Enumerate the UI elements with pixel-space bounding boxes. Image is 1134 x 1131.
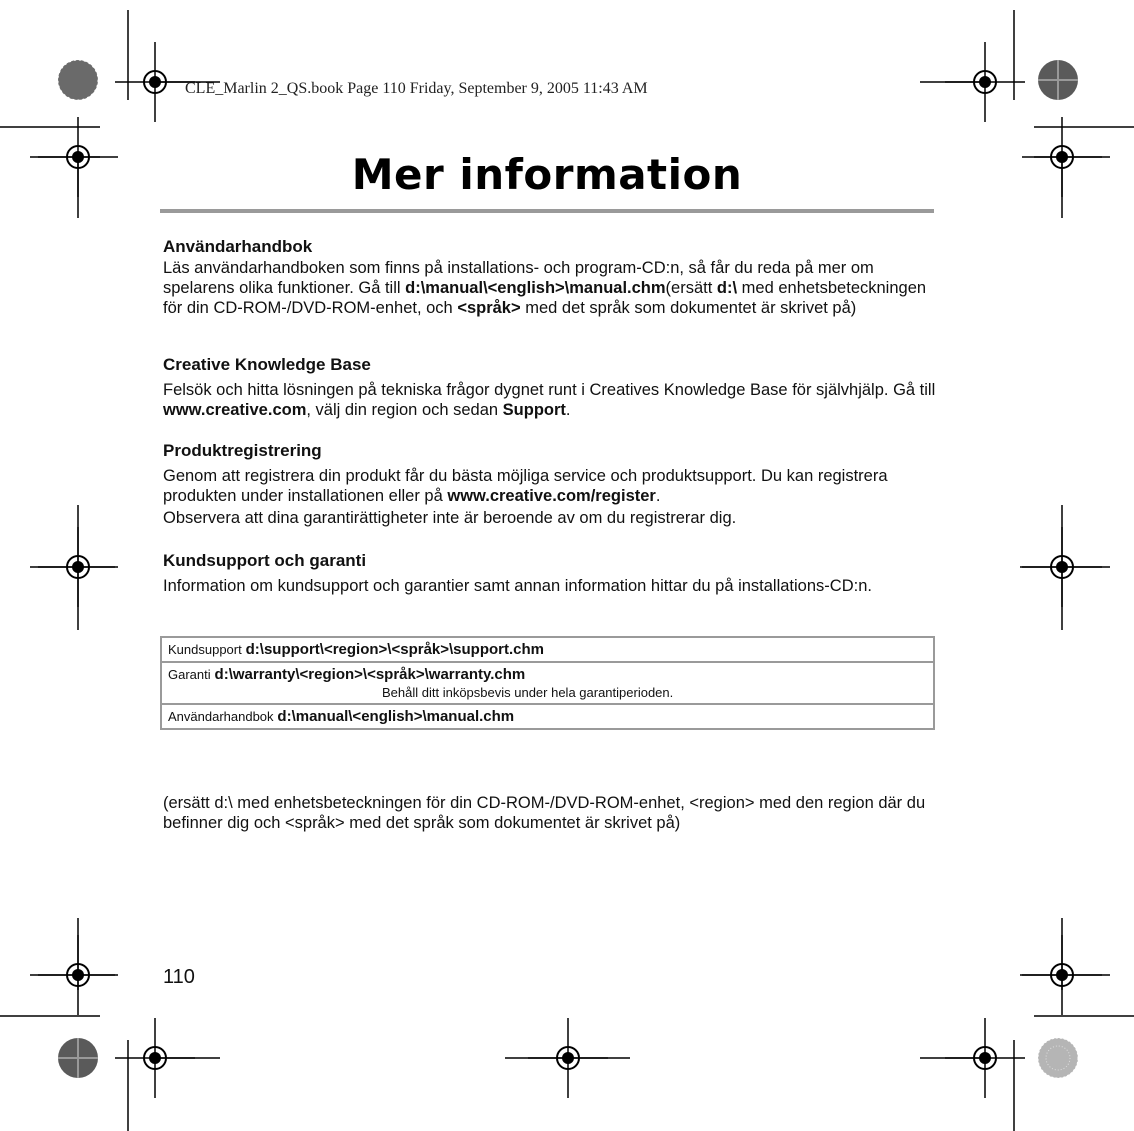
table-cell <box>161 704 934 729</box>
manual-path: d:\manual\<english>\manual.chm <box>405 279 666 297</box>
body-text: , välj din region och sedan <box>306 401 503 419</box>
row-path: d:\manual\<english>\manual.chm <box>277 708 515 725</box>
section-support <box>163 550 938 596</box>
footnote: (ersätt d:\ med enhetsbeteckningen för din CD-ROM-/DVD-ROM-enhet, <region> med den region där du befinner dig och <språk> med det språk som dokumentet är skrivet på) <box>163 794 926 832</box>
page-number: 110 <box>163 966 195 988</box>
section-body: Information om kundsupport och garantier samt annan information hittar du på installations-CD:n. <box>163 577 872 595</box>
row-note: Behåll ditt inköpsbevis under hela garantiperioden. <box>382 685 674 700</box>
body-text: Felsök och hitta lösningen på tekniska frågor dygnet runt i Creatives Knowledge Base för självhjälp. Gå till <box>163 381 936 399</box>
body-text: med enhetsbeteckningen för din CD-ROM-/DVD-ROM-enhet, och <box>163 279 927 317</box>
table-row <box>161 637 934 662</box>
body-text: (ersätt <box>665 279 717 297</box>
row-path: d:\support\<region>\<språk>\support.chm <box>245 641 545 658</box>
title-rule <box>160 209 934 213</box>
table-cell <box>161 637 934 662</box>
section-body: Observera att dina garantirättigheter inte är beroende av om du registrerar dig. <box>163 509 737 527</box>
row-label: Garanti <box>168 667 211 682</box>
section-heading: Creative Knowledge Base <box>163 355 371 374</box>
row-label: Användarhandbok <box>168 709 274 724</box>
reference-table <box>160 636 935 730</box>
body-text: . <box>655 487 661 505</box>
color-dial-icon <box>1038 60 1078 100</box>
body-text: Läs användarhandboken som finns på installations- och program-CD:n, så får du reda på mer om spelarens olika funktioner. Gå till <box>163 259 874 297</box>
page-title: Mer information <box>351 150 743 199</box>
section-body <box>163 466 938 506</box>
color-dial-icon <box>58 1038 98 1078</box>
register-link: www.creative.com/register <box>447 487 656 505</box>
section-body <box>163 258 938 318</box>
row-path: d:\warranty\<region>\<språk>\warranty.chm <box>214 666 526 683</box>
section-knowledge-base <box>163 354 938 420</box>
section-heading: Kundsupport och garanti <box>163 551 367 570</box>
language-placeholder: <språk> <box>457 299 521 317</box>
body-text: med det språk som dokumentet är skrivet på) <box>520 299 857 317</box>
color-dial-icon <box>58 60 98 100</box>
section-body <box>163 380 938 420</box>
drive-letter: d:\ <box>716 279 738 297</box>
table-row <box>161 662 934 704</box>
section-registration <box>163 440 938 528</box>
creative-link: www.creative.com <box>163 401 307 419</box>
section-heading: Produktregistrering <box>163 441 322 460</box>
body-text: . <box>565 401 571 419</box>
table-row <box>161 704 934 729</box>
section-heading: Användarhandbok <box>163 237 313 256</box>
table-cell <box>161 662 934 704</box>
print-header: CLE_Marlin 2_QS.book Page 110 Friday, September 9, 2005 11:43 AM <box>185 80 648 97</box>
body-text: Genom att registrera din produkt får du bästa möjliga service och produktsupport. Du kan registrera produkten under installationen eller på <box>163 467 888 505</box>
color-dial-icon <box>1038 1038 1078 1078</box>
section-manual <box>163 236 938 318</box>
support-label: Support <box>502 401 566 419</box>
row-label: Kundsupport <box>168 642 242 657</box>
